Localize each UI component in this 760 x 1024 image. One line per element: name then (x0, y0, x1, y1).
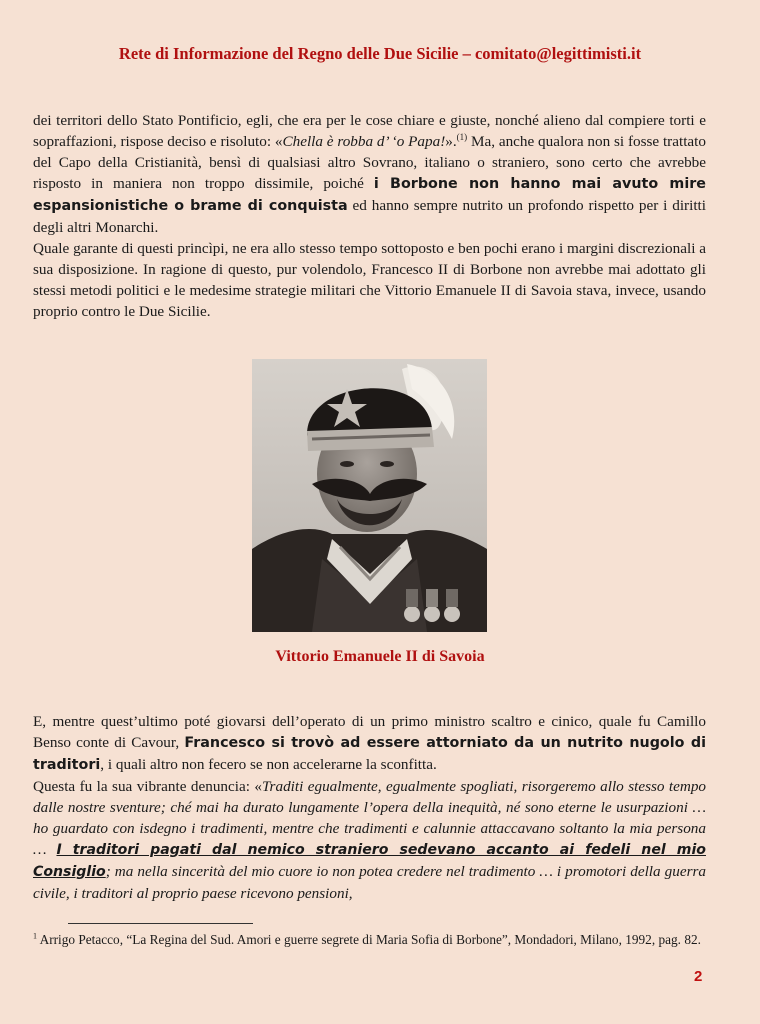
paragraph: E, mentre quest’ultimo poté giovarsi dell’operato di un primo ministro scaltro e cinico, quale fu Camillo Benso conte di Cavour, Francesco si trovò ad essere attorniato da un nutrito nugolo di traditori, i quali altro non fecero se non accelerarne la sconfitta. (33, 713, 706, 773)
quote-italic: Chella è robba d’ ‘o Papa! (282, 133, 446, 150)
paragraph: dei territori dello Stato Pontificio, egli, che era per le cose chiare e giuste, nonché alieno dal compiere torti e sopraffazioni, rispose deciso e risoluto: «Chella è robba d’ ‘o Papa!».$^{(1)}$ Ma, anche qualora non si fosse trattato del Capo della Cristianità, bensì di qualsiasi altro Sovrano, italiano o straniero, sono certo che avrebbe risposto in maniera non troppo dissimile, poiché i Borbone non hanno mai avuto mire espansionistiche o brame di conquista ed hanno sempre nutrito un profondo rispetto per i diritti degli altri Monarchi. (33, 112, 706, 236)
paragraph: Questa fu la sua vibrante denuncia: «Traditi egualmente, egualmente spogliati, risorgeremo allo stesso tempo dalle nostre sventure; ché mai ha durato lungamente l’opera della inequità, né sono eterne le usurpazioni … ho guardato con isdegno i tradimenti, mentre che tradimenti e calunnie attaccavano soltanto la mia persona … I traditori pagati dal nemico straniero sedevano accanto ai fedeli nel mio Consiglio; ma nella sincerità del mio cuore io non potea credere nel tradimento … i promotori della guerra civile, i traditori al proprio paese ricevono pensioni, (33, 778, 707, 902)
footnote-divider (68, 923, 253, 924)
portrait-photo (252, 359, 487, 632)
page-header: Rete di Informazione del Regno delle Due Sicilie – comitato@legittimisti.it (118, 44, 642, 63)
portrait-illustration (252, 359, 487, 632)
text-block-bottom (33, 711, 706, 904)
bold-statement: Francesco si trovò ad essere attorniato da un nutrito nugolo di traditori (33, 735, 706, 773)
footnote-marker: 1 (33, 931, 37, 941)
bold-statement: i Borbone non hanno mai avuto mire espansionistiche o brame di conquista (33, 176, 706, 214)
underlined-quote: I traditori pagati dal nemico straniero sedevano accanto ai fedeli nel mio Consiglio (33, 842, 706, 880)
figure-caption: Vittorio Emanuele II di Savoia (275, 648, 485, 665)
paragraph: Quale garante di questi princìpi, ne era allo stesso tempo sottoposto e ben pochi erano i margini discrezionali a sua disposizione. In ragione di questo, pur volendolo, Francesco II di Borbone non avrebbe mai adottato gli stessi metodi politici e le medesime strategie militari che Vittorio Emanuele II di Savoia stava, invece, usando proprio contro le Due Sicilie. (33, 240, 706, 320)
footnote: $^1$ Arrigo Petacco, “La Regina del Sud. Amori e guerre segrete di Maria Sofia di Borbone”, Mondadori, Milano, 1992, pag. 82. (33, 931, 701, 947)
footnote-ref[interactable]: (1) (456, 131, 468, 142)
page-number: 2 (694, 968, 703, 985)
text-block-top (33, 110, 706, 322)
